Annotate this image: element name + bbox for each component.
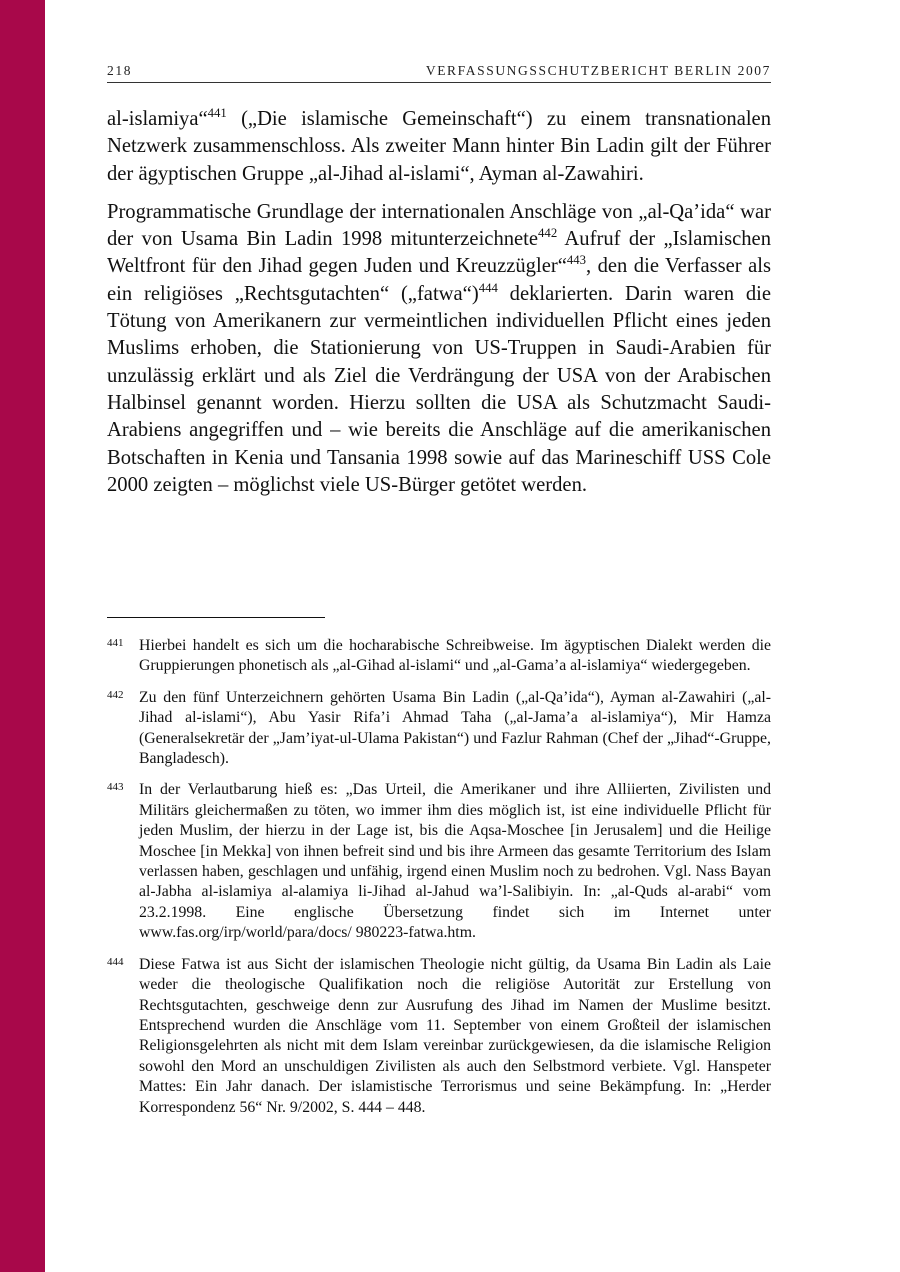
footnote-number: 443 [107, 781, 124, 794]
footnote-ref-441: 441 [207, 106, 227, 121]
paragraph-2-text-a: Programmatische Grundlage der internationalen Anschläge von „al-Qa’ida“ war der von Usama Bin Ladin 1998 mitunterzeichnete [107, 200, 771, 251]
footnote-ref-442: 442 [538, 226, 558, 241]
footnote-number: 444 [107, 955, 124, 968]
running-title: VERFASSUNGSSCHUTZBERICHT BERLIN 2007 [425, 63, 771, 78]
footnote [107, 636, 771, 677]
footnotes [107, 636, 771, 1129]
footnote-text: Hierbei handelt es sich um die hocharabische Schreibweise. Im ägyptischen Dialekt werden die Gruppierungen phonetisch als „al-Gihad al-islami“ und „al-Gama’a al-islamiya“ wiedergegeben. [139, 637, 771, 675]
footnote [107, 780, 771, 943]
footnote-text: Diese Fatwa ist aus Sicht der islamischen Theologie nicht gültig, da Usama Bin Ladin als Laie weder die theologische Qualifikation noch die religiöse Autorität zur Erstellung von Rechtsgutachten, geschweige denn zur Ausrufung des Jihad im Namen der Muslime besitzt. Entsprechend wurden die Anschläge vom 11. September von einem Großteil der islamischen Religionsgelehrten als nicht mit dem Islam vereinbar zurückgewiesen, da die islamische Religion sowohl den Mord an unschuldigen Zivilisten als auch den Selbstmord verbiete. Vgl. Hanspeter Mattes: Ein Jahr danach. Der islamistische Terrorismus und seine Bekämpfung. In: „Herder Korrespondenz 56“ Nr. 9/2002, S. 444 – 448. [139, 955, 771, 1116]
footnote-number: 442 [107, 688, 124, 701]
footnote-text: In der Verlautbarung hieß es: „Das Urteil, die Amerikaner und ihre Alliierten, Zivilisten und Militärs gleichermaßen zu töten, wo immer ihm dies möglich ist, ist eine individuelle Pflicht für jeden Muslim, der hierzu in der Lage ist, bis die Aqsa-Moschee [in Jerusalem] und die Heilige Moschee [in Mekka] von ihnen befreit sind und bis ihre Armeen das gesamte Territorium des Islam verlassen haben, geschlagen und unfähig, irgend einen Muslim noch zu bedrohen. Vgl. Nass Bayan al-Jabha al-islamiya al-alamiya li-Jihad al-Jahud wa’l-Salibiyin. In: „al-Quds al-arabi“ vom 23.2.1998. Eine englische Übersetzung findet sich im Internet unter www.fas.org/irp/world/para/docs/ 980223-fatwa.htm. [139, 781, 771, 942]
paragraph-2-text-d: deklarierten. Darin waren die Tötung von Amerikanern zur vermeintlichen individuellen Pflicht eines jeden Muslims erhoben, die Stationierung von US-Truppen in Saudi-Arabien für unzulässig erklärt und als Ziel die Verdrängung der USA von der Arabischen Halbinsel genannt worden. Hierzu sollten die USA als Schutzmacht Saudi-Arabiens angegriffen und – wie bereits die Anschläge auf die amerikanischen Botschaften in Kenia und Tansania 1998 sowie auf das Marineschiff USS Cole 2000 zeigten – möglichst viele US-Bürger getötet werden. [107, 282, 771, 496]
page-number: 218 [107, 63, 133, 78]
paragraph-1-text-a: al-islamiya“ [107, 108, 208, 130]
page-side-bar [0, 0, 45, 1272]
footnote [107, 688, 771, 770]
paragraph-2-text-c: , den die Verfasser als ein religiöses „Rechtsgutachten“ („fatwa“) [107, 255, 771, 305]
footnote-separator [107, 617, 325, 618]
paragraph-1 [107, 106, 771, 188]
paragraph-2-text-b: Aufruf der „Islamischen Weltfront für den Jihad gegen Juden und Kreuzzügler“ [107, 228, 771, 278]
footnote-number: 441 [107, 637, 124, 649]
footnote [107, 955, 771, 1118]
footnote-ref-443: 443 [566, 253, 586, 268]
footnote-text: Zu den fünf Unterzeichnern gehörten Usama Bin Ladin („al-Qa’ida“), Ayman al-Zawahiri („al-Jihad al-islami“), Abu Yasir Rifa’i Ahmad Taha („al-Jama’a al-islamiya“), Mir Hamza (Generalsekretär der „Jam’iyat-ul-Ulama Pakistan“) und Fazlur Rahman (Chef der „Jihad“-Gruppe, Bangladesch). [139, 688, 771, 768]
running-header [107, 63, 771, 83]
paragraph-1-text-b: („Die islamische Gemeinschaft“) zu einem transnationalen Netzwerk zusammenschloss. Als zweiter Mann hinter Bin Ladin gilt der Führer der ägyptischen Gruppe „al-Jihad al-islami“, Ayman al-Zawahiri. [107, 108, 771, 185]
paragraph-2 [107, 199, 771, 499]
footnote-ref-444: 444 [478, 280, 498, 295]
body-text [107, 106, 771, 510]
